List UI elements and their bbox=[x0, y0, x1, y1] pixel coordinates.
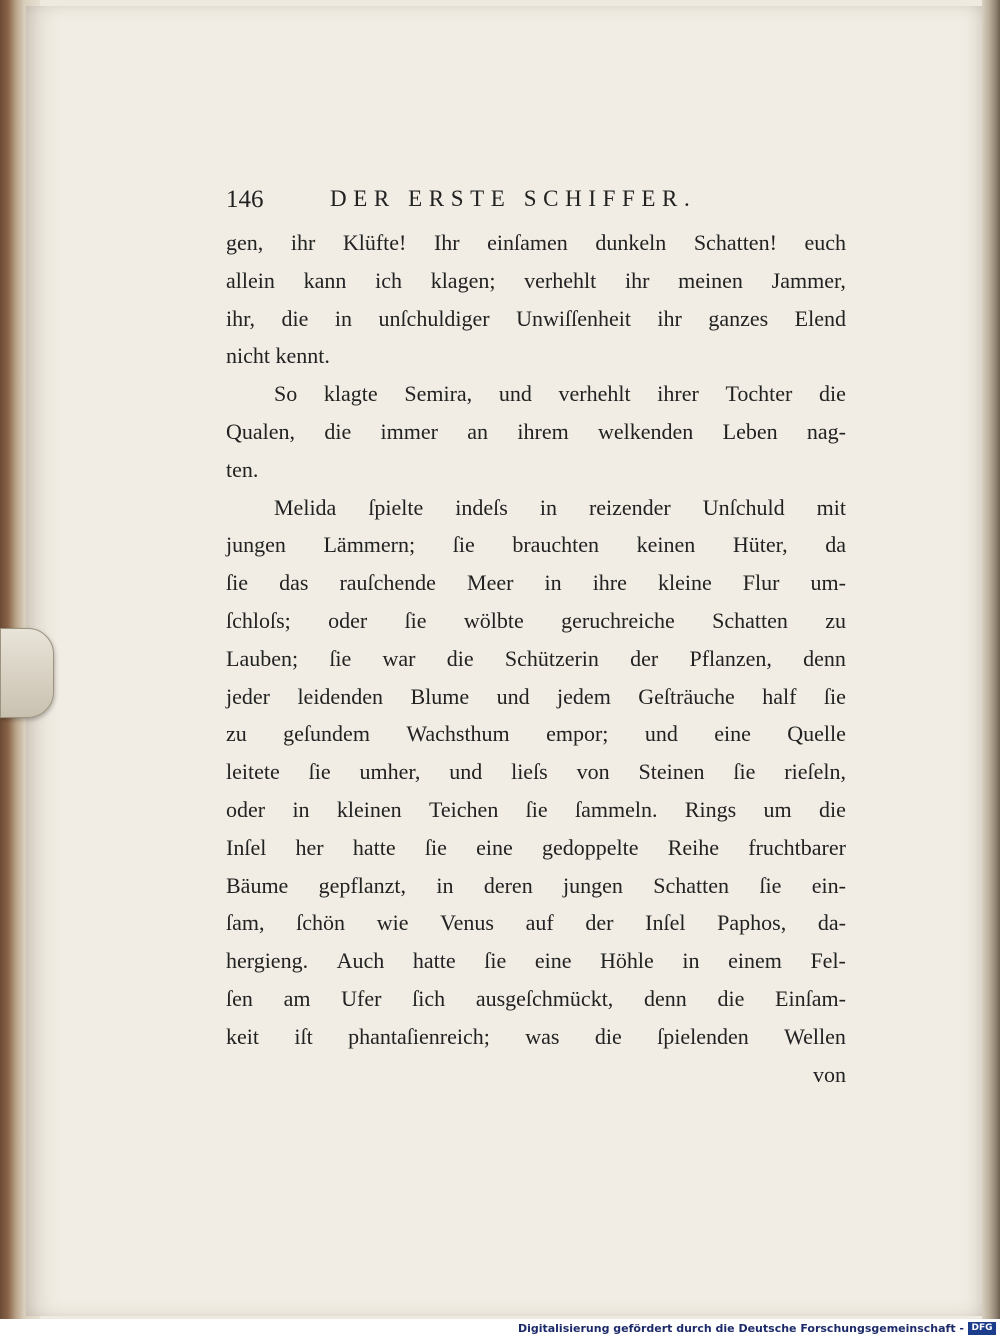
text-line: jungen Lämmern; ſie brauchten keinen Hüter, da bbox=[226, 532, 846, 558]
text-line: nicht kennt. bbox=[226, 343, 330, 369]
text-line: Bäume gepflanzt, in deren jungen Schatten ſie ein- bbox=[226, 872, 846, 898]
text-line: keit iſt phantaſienreich; was die ſpielenden Wellen bbox=[226, 1023, 846, 1049]
text-line: ſchloſs; oder ſie wölbte geruchreiche Schatten zu bbox=[226, 607, 846, 633]
text-line: So klagte Semira, und verhehlt ihrer Tochter die bbox=[274, 381, 846, 407]
bookmark-tab bbox=[0, 628, 54, 718]
text-line: ten. bbox=[226, 456, 259, 482]
text-line: Lauben; ſie war die Schützerin der Pflanzen, denn bbox=[226, 645, 846, 671]
text-line: hergieng. Auch hatte ſie eine Höhle in einem Fel- bbox=[226, 948, 846, 974]
text-line: von bbox=[813, 1061, 846, 1087]
text-line: Inſel her hatte ſie eine gedoppelte Reihe fruchtbarer bbox=[226, 834, 846, 860]
funding-credit: Digitalisierung gefördert durch die Deutsche Forschungsgemeinschaft - bbox=[517, 1322, 964, 1335]
text-line: ſam, ſchön wie Venus auf der Inſel Paphos, da- bbox=[226, 910, 846, 936]
text-line: ſie das rauſchende Meer in ihre kleine Flur um- bbox=[226, 570, 846, 596]
text-line: leitete ſie umher, und lieſs von Steinen ſie rieſeln, bbox=[226, 759, 846, 785]
text-line: oder in kleinen Teichen ſie ſammeln. Rings um die bbox=[226, 796, 846, 822]
footer-bar bbox=[0, 1319, 1000, 1337]
running-head: DER ERSTE SCHIFFER. bbox=[330, 186, 697, 211]
body-text bbox=[226, 224, 846, 1093]
page-number: 146 bbox=[226, 186, 264, 213]
text-line: Qualen, die immer an ihrem welkenden Leben nag- bbox=[226, 418, 846, 444]
text-line: zu geſundem Wachsthum empor; und eine Quelle bbox=[226, 721, 846, 747]
page-header bbox=[226, 186, 846, 222]
text-line: Melida ſpielte indeſs in reizender Unſchuld mit bbox=[274, 494, 846, 520]
dfg-logo: DFG bbox=[968, 1322, 996, 1335]
page-edge bbox=[982, 0, 1000, 1320]
text-line: ſen am Ufer ſich ausgeſchmückt, denn die Einſam- bbox=[226, 985, 846, 1011]
text-line: ihr, die in unſchuldiger Unwiſſenheit ihr ganzes Elend bbox=[226, 305, 846, 331]
text-line: allein kann ich klagen; verhehlt ihr meinen Jammer, bbox=[226, 267, 846, 293]
text-line: jeder leidenden Blume und jedem Geſträuche half ſie bbox=[226, 683, 846, 709]
text-line: gen, ihr Klüfte! Ihr einſamen dunkeln Schatten! euch bbox=[226, 230, 846, 255]
